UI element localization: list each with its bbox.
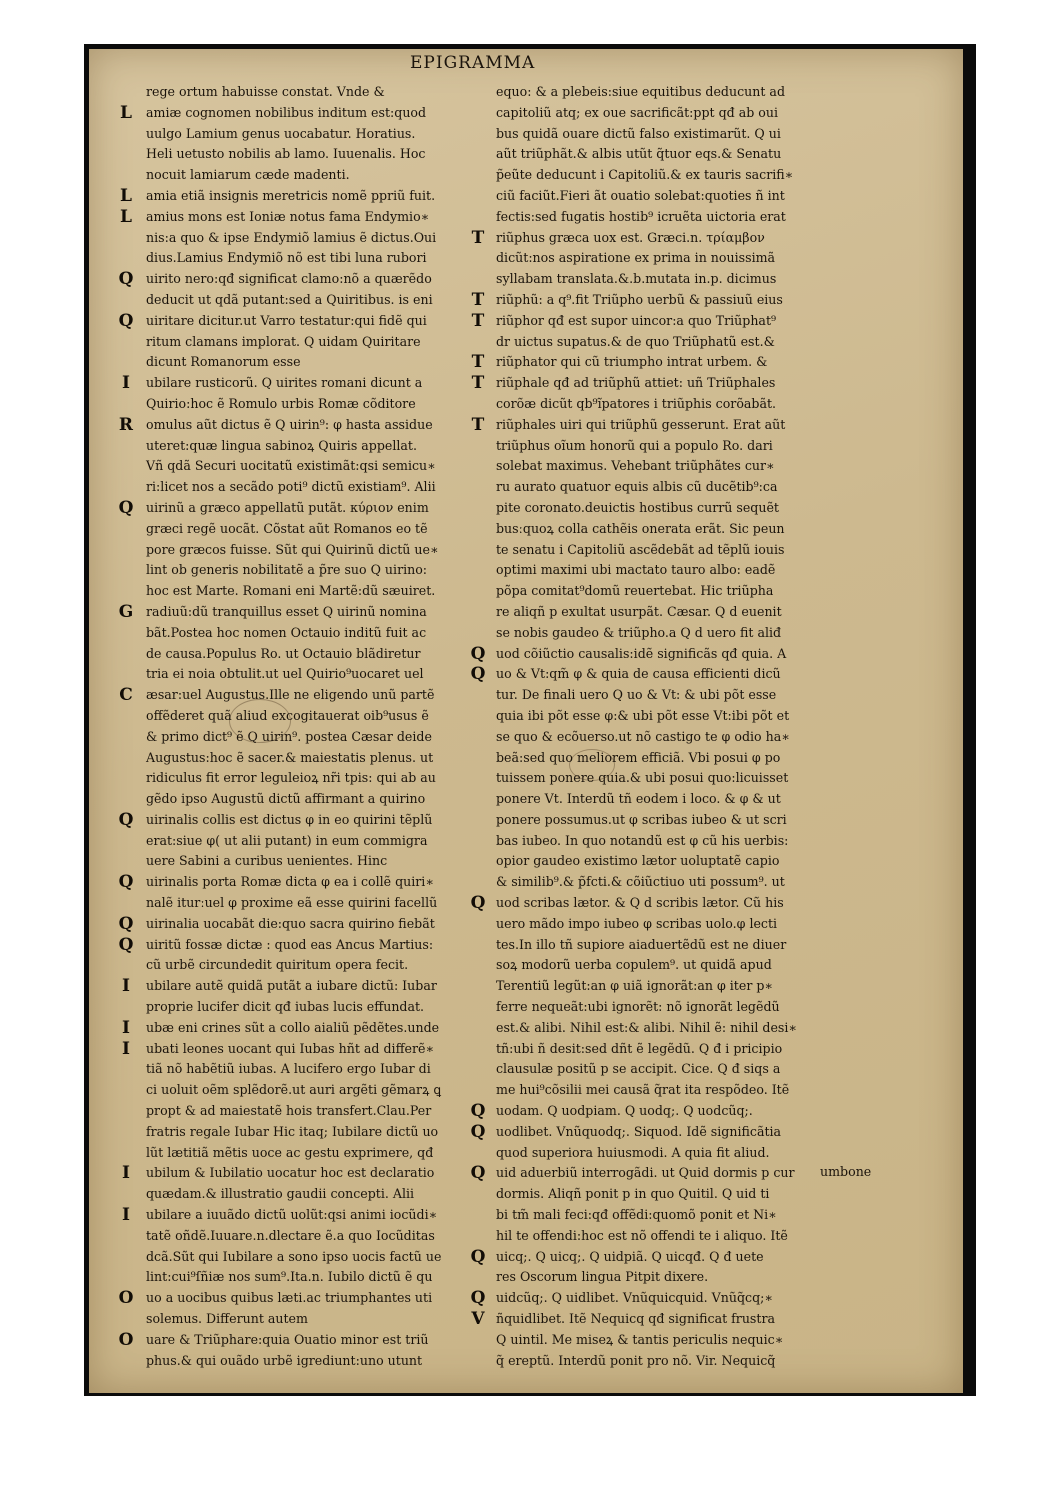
text-line bbox=[146, 1122, 506, 1143]
line-text: ridiculus fit error leguleioꝝ nr̃i tpis: qui ab au bbox=[146, 770, 436, 786]
line-text: bãt.Postea hoc nomen Octauio inditũ fuit ac bbox=[146, 624, 427, 640]
text-line bbox=[496, 955, 858, 976]
left-column bbox=[118, 82, 506, 1371]
text-line bbox=[146, 394, 506, 415]
marginal-initial: R bbox=[118, 414, 134, 435]
text-line bbox=[118, 601, 506, 623]
text-line bbox=[146, 893, 506, 914]
line-text: uulgo Lamium genus uocabatur. Horatius. bbox=[146, 125, 416, 141]
line-text: uare & Triũphare:quia Ouatio minor est triũ bbox=[146, 1331, 429, 1347]
line-text: erat:siue φ( ut alii putant) in eum commigra bbox=[146, 832, 428, 848]
text-line bbox=[496, 976, 858, 997]
text-line bbox=[470, 1288, 858, 1309]
line-text: fectis:sed fugatis hostib⁹ icruẽta uictoria erat bbox=[496, 208, 786, 224]
line-text: te senatu i Capitoliũ ascẽdebãt ad tẽplũ iouis bbox=[496, 541, 785, 557]
text-line bbox=[146, 456, 506, 477]
text-line bbox=[146, 748, 506, 769]
text-line bbox=[471, 310, 858, 332]
marginal-initial: C bbox=[119, 685, 133, 706]
line-text: phus.& qui ouãdo urbẽ igrediunt:uno utunt bbox=[146, 1352, 423, 1368]
text-line bbox=[118, 913, 506, 935]
text-line bbox=[496, 810, 858, 831]
line-text: cũ urbẽ circundedit quiritum opera fecit. bbox=[146, 957, 409, 973]
line-text: dius.Lamius Endymiõ nõ est tibi luna rubori bbox=[146, 250, 427, 266]
line-text: offẽderet quã aliud excogitauerat oib⁹usus ẽ bbox=[146, 707, 429, 723]
text-line bbox=[496, 82, 858, 103]
line-text: clausulæ positũ p se accipit. Cice. Q đ siqs a bbox=[496, 1061, 781, 1077]
text-line bbox=[122, 373, 506, 394]
marginal-initial: Q bbox=[470, 643, 486, 664]
text-line bbox=[118, 1288, 506, 1309]
text-line bbox=[496, 706, 858, 727]
text-line bbox=[119, 685, 506, 706]
line-text: lũt lætitiã mẽtis uoce ac gestu exprimere, qđ bbox=[146, 1144, 434, 1160]
text-line bbox=[471, 227, 858, 249]
line-text: uere Sabini a curibus uenientes. Hinc bbox=[146, 853, 388, 869]
line-text: dcã.Sũt qui Iubilare a sono ipso uocis factũ ue bbox=[146, 1248, 442, 1264]
line-text: equo: & a plebeis:siue equitibus deducunt ad bbox=[496, 84, 786, 99]
text-line bbox=[146, 644, 506, 665]
line-text: Heli uetusto nobilis ab lamo. Iuuenalis. Hoc bbox=[146, 146, 426, 162]
marginal-initial: Q bbox=[118, 269, 134, 290]
line-text: me hui⁹cõsilii mei causã q̃rat ita respõdeo. Itẽ bbox=[496, 1082, 790, 1098]
line-text: amiæ cognomen nobilibus inditum est:quod bbox=[146, 104, 427, 120]
text-line bbox=[496, 1059, 858, 1080]
line-text: Augustus:hoc ẽ sacer.& maiestatis plenus. ut bbox=[146, 749, 434, 765]
line-text: triũphus oĩum honorũ qui a populo Ro. dari bbox=[496, 437, 773, 453]
marginal-initial: L bbox=[120, 102, 132, 123]
line-text: & primo dict⁹ ẽ Q uirin⁹. postea Cæsar deide bbox=[146, 728, 432, 744]
text-line bbox=[496, 872, 858, 893]
text-line bbox=[496, 477, 858, 498]
line-text: proprie lucifer dicit qđ iubas lucis effundat. bbox=[146, 999, 425, 1015]
marginal-initial: I bbox=[122, 1017, 130, 1038]
marginal-initial: Q bbox=[118, 913, 134, 934]
line-text: se quo & ecõuerso.ut nõ castigo te φ odio ha∗ bbox=[496, 728, 790, 744]
text-line bbox=[471, 373, 858, 394]
text-line bbox=[496, 436, 858, 457]
line-text: riũphator qui cũ triumpho intrat urbem. & bbox=[496, 354, 768, 370]
text-line bbox=[146, 1143, 506, 1164]
marginal-initial: Q bbox=[470, 1121, 486, 1142]
marginal-initial: Q bbox=[470, 1101, 486, 1122]
line-text: soꝝ modorũ uerba copulem⁹. ut quidã apud bbox=[496, 957, 772, 973]
text-line bbox=[496, 103, 858, 124]
line-text: uirinalis porta Romæ dicta φ ea i collẽ quiri∗ bbox=[146, 874, 434, 890]
text-line bbox=[146, 560, 506, 581]
line-text: uiritũ fossæ dictæ : quod eas Ancus Martius: bbox=[146, 936, 434, 952]
marginal-initial: I bbox=[122, 1163, 130, 1184]
line-text: p̃eũte deducunt i Capitoliũ.& ex tauris sacrifi∗ bbox=[496, 167, 794, 183]
line-text: tatẽ oñdẽ.Iuuare.n.dlectare ẽ.a quo Iocũditas bbox=[146, 1227, 435, 1243]
text-line bbox=[496, 935, 858, 956]
text-line bbox=[146, 540, 506, 561]
line-text: uirito nero:qđ significat clamo:nõ a quærẽdo bbox=[146, 271, 432, 287]
line-text: tria ei noia obtulit.ut uel Quirio⁹uocaret uel bbox=[146, 666, 424, 682]
text-line bbox=[496, 748, 858, 769]
marginal-initial: Q bbox=[118, 497, 134, 518]
line-text: uo & Vt:qm̃ φ & quia de causa efficienti dicũ bbox=[496, 666, 781, 682]
marginal-initial: Q bbox=[118, 310, 134, 331]
line-text: & similib⁹.& p̃fcti.& cõiũctiuo uti possum⁹. ut bbox=[496, 874, 785, 890]
line-text: ponere Vt. Interdũ tñ eodem i loco. & φ & ut bbox=[496, 791, 781, 807]
text-line bbox=[146, 124, 506, 145]
line-text: ubilare rusticorũ. Q uirites romani dicunt a bbox=[146, 375, 423, 391]
line-text: propt & ad maiestatẽ hois transfert.Clau.Per bbox=[146, 1103, 432, 1119]
text-line bbox=[496, 186, 858, 207]
line-text: de causa.Populus Ro. ut Octauio blãdiretur bbox=[146, 645, 421, 661]
text-line bbox=[470, 643, 858, 665]
text-line bbox=[146, 290, 506, 311]
line-text: uero mãdo impo iubeo φ scribas uolo.φ lecti bbox=[496, 915, 778, 931]
text-line bbox=[496, 727, 858, 748]
marginal-initial: Q bbox=[118, 934, 134, 955]
text-line bbox=[496, 789, 858, 810]
line-text: dormis. Aliqñ ponit p in quo Quitil. Q uid ti bbox=[496, 1186, 770, 1202]
line-text: gẽdo ipso Augustũ dictũ affirmant a quirino bbox=[146, 791, 426, 807]
marginal-initial: T bbox=[471, 289, 485, 310]
line-text: põpa comitat⁹domũ reuertebat. Hic triũpha bbox=[496, 583, 774, 599]
text-line bbox=[496, 456, 858, 477]
line-text: ubati leones uocant qui Iubas hñt ad differẽ∗ bbox=[146, 1040, 435, 1056]
line-text: ferre nequeãt:ubi ignorẽt: nõ ignorãt legẽdũ bbox=[496, 999, 780, 1015]
line-text: uiritare dicitur.ut Varro testatur:qui fidẽ qui bbox=[146, 312, 427, 328]
line-text: uirinalis collis est dictus φ in eo quirini tẽplũ bbox=[146, 811, 433, 827]
text-line bbox=[146, 789, 506, 810]
line-text: uodlibet. Vnũquodq;. Siquod. Idẽ significãtia bbox=[496, 1123, 782, 1139]
text-line bbox=[146, 144, 506, 165]
line-text: ciũ faciũt.Fieri ãt ouatio solebat:quoties ñ int bbox=[496, 187, 785, 203]
text-line bbox=[122, 1163, 506, 1184]
text-line bbox=[470, 1121, 858, 1143]
marginal-initial: L bbox=[120, 206, 132, 227]
text-line bbox=[496, 519, 858, 540]
text-line bbox=[118, 497, 506, 519]
line-text: nalẽ iturːuel φ proxime eã esse quirini facellũ bbox=[146, 895, 438, 911]
line-text: tñ:ubi ñ desit:sed dñt ẽ legẽdũ. Q đ i pricipio bbox=[496, 1040, 783, 1056]
marginal-initial: T bbox=[471, 352, 485, 373]
marginal-initial: T bbox=[471, 227, 485, 248]
text-line bbox=[146, 1226, 506, 1247]
text-line bbox=[496, 1143, 858, 1164]
text-line bbox=[470, 664, 858, 685]
text-line bbox=[146, 82, 506, 103]
text-line bbox=[496, 1351, 858, 1372]
right-column bbox=[470, 82, 858, 1371]
marginal-initial: Q bbox=[470, 664, 486, 685]
text-line bbox=[122, 1017, 506, 1039]
marginal-initial: Q bbox=[470, 1246, 486, 1267]
line-text: hoc est Marte. Romani eni Martẽ:dũ sæuiret. bbox=[146, 583, 436, 599]
line-text: uicq;. Q uicq;. Q uidpiã. Q uicqđ. Q đ uete bbox=[496, 1248, 764, 1264]
text-line bbox=[496, 831, 858, 852]
text-line bbox=[118, 414, 506, 436]
line-text: pore græcos fuisse. Sũt qui Quirinũ dictũ ue∗ bbox=[146, 541, 439, 557]
text-line bbox=[118, 934, 506, 956]
text-line bbox=[496, 1080, 858, 1101]
line-text: tes.In illo tñ supiore aiaduertẽdũ est ne diuer bbox=[496, 936, 787, 952]
line-text: dicũt:nos aspiratione ex prima in nouissimã bbox=[496, 250, 776, 266]
text-line bbox=[496, 248, 858, 269]
text-line bbox=[146, 1101, 506, 1122]
text-line bbox=[118, 1329, 506, 1351]
marginal-initial: Q bbox=[118, 809, 134, 830]
text-line bbox=[496, 851, 858, 872]
text-line bbox=[118, 310, 506, 332]
line-text: Vñ qdã Securi uocitatũ existimãt:qsi semicu∗ bbox=[146, 458, 436, 474]
text-line bbox=[471, 352, 858, 373]
text-line bbox=[496, 165, 858, 186]
running-header: EPIGRAMMA bbox=[410, 53, 536, 73]
line-text: pite coronato.deuictis hostibus currũ sequẽt bbox=[496, 499, 779, 515]
text-line bbox=[470, 893, 858, 914]
line-text: ritum clamans implorat. Q uidam Quiritare bbox=[146, 333, 421, 349]
line-text: ñquidlibet. Itẽ Nequicq qđ significat frustra bbox=[496, 1311, 775, 1327]
text-line bbox=[496, 560, 858, 581]
line-text: tur. De finali uero Q uo & Vt: & ubi põt esse bbox=[496, 687, 777, 703]
line-text: bi tm̃ mali feci:qđ offẽdi:quomõ ponit et Ni∗ bbox=[496, 1207, 777, 1223]
text-line bbox=[146, 332, 506, 353]
marginal-initial: G bbox=[118, 601, 134, 622]
line-text: rege ortum habuisse constat. Vnde & bbox=[146, 84, 385, 99]
text-line bbox=[496, 1039, 858, 1060]
line-text: nis:a quo & ipse Endymiõ lamius ẽ dictus.Oui bbox=[146, 229, 437, 245]
line-text: riũphor qđ est supor uincor:a quo Triũphat⁹ bbox=[496, 312, 777, 328]
line-text: res Oscorum lingua Pitpit dixere. bbox=[496, 1269, 709, 1285]
line-text: deducit ut qdã putant:sed a Quiritibus. is eni bbox=[146, 291, 433, 307]
text-line bbox=[120, 102, 506, 124]
line-text: uod cõiũctio causalis:idẽ significãs qđ quia. A bbox=[496, 645, 787, 661]
line-text: bas iubeo. In quo notandũ est φ cũ his uerbis: bbox=[496, 832, 789, 848]
text-line bbox=[496, 540, 858, 561]
line-text: radiuũ:dũ tranquillus esset Q uirinũ nomina bbox=[146, 603, 427, 619]
line-text: uirinũ a græco appellatũ putãt. κύριον enim bbox=[146, 499, 429, 515]
line-text: tuissem ponere quia.& ubi posui quo:licuisset bbox=[496, 770, 789, 786]
text-line bbox=[496, 581, 858, 602]
text-line bbox=[146, 248, 506, 269]
line-text: uirinalia uocabãt die:quo sacra quirino fiebãt bbox=[146, 915, 435, 931]
line-text: amia etiã insignis meretricis nomẽ ppriũ fuit. bbox=[146, 187, 436, 203]
text-line bbox=[122, 976, 506, 997]
line-text: aũt triũphãt.& albis utũt q̃tuor eqs.& Senatu bbox=[496, 146, 782, 162]
line-text: hil te offendi:hoc est nõ offendi te i aliquo. Itẽ bbox=[496, 1227, 788, 1243]
line-text: æsar:uel Augustus.Ille ne eligendo unũ partẽ bbox=[146, 687, 435, 703]
text-line bbox=[118, 872, 506, 893]
catchword: umbone bbox=[820, 1164, 872, 1179]
text-line bbox=[471, 289, 858, 311]
text-line bbox=[496, 394, 858, 415]
line-text: dr uictus supatus.& de quo Triũphatũ est.& bbox=[496, 333, 775, 349]
text-line bbox=[470, 1163, 858, 1184]
text-line bbox=[146, 519, 506, 540]
text-line bbox=[146, 1351, 506, 1372]
text-line bbox=[118, 269, 506, 290]
text-line bbox=[146, 1309, 506, 1330]
line-text: beã:sed quo meliorem efficiã. Vbi posui φ po bbox=[496, 749, 781, 765]
line-text: Terentiũ legũt:an φ uiã ignorãt:an φ iter p∗ bbox=[496, 978, 773, 994]
text-line bbox=[496, 1226, 858, 1247]
line-text: q̃ ereptũ. Interdũ ponit pro nõ. Vir. Nequicq̃ bbox=[496, 1352, 776, 1368]
line-text: Quirio:hoc ẽ Romulo urbis Romæ cõditore bbox=[146, 395, 416, 411]
marginal-initial: T bbox=[471, 373, 485, 394]
line-text: riũphale qđ ad triũphũ attiet: uñ Triũphales bbox=[496, 375, 776, 391]
text-line bbox=[496, 207, 858, 228]
line-text: quia ibi põt esse φ:& ubi põt esse Vt:ibi põt et bbox=[496, 707, 790, 723]
marginal-initial: L bbox=[120, 185, 132, 206]
line-text: riũphũ: a q⁹.fit Triũpho uerbũ & passiuũ eius bbox=[496, 291, 783, 307]
text-line bbox=[496, 685, 858, 706]
text-line bbox=[146, 955, 506, 976]
text-line bbox=[496, 914, 858, 935]
line-text: ponere possumus.ut φ scribas iubeo & ut scri bbox=[496, 811, 787, 827]
text-line bbox=[120, 206, 506, 228]
line-text: græci regẽ uocãt. Cõstat aũt Romanos eo tẽ bbox=[146, 520, 428, 536]
text-line bbox=[496, 1018, 858, 1039]
line-text: quædam.& illustratio gaudii concepti. Alii bbox=[146, 1186, 415, 1202]
line-text: omulus aũt dictus ẽ Q uirin⁹: φ hasta assidue bbox=[146, 416, 433, 432]
marginal-initial: T bbox=[471, 310, 485, 331]
line-text: nocuit lamiarum cæde madenti. bbox=[146, 167, 350, 183]
line-text: riũphales uiri qui triũphũ gesserunt. Erat aũt bbox=[496, 416, 786, 432]
text-line bbox=[146, 436, 506, 457]
text-line bbox=[496, 768, 858, 789]
text-line bbox=[496, 144, 858, 165]
line-text: Q uintil. Me miseꝝ & tantis periculis nequic∗ bbox=[496, 1331, 784, 1347]
text-line bbox=[146, 1267, 506, 1288]
line-text: ri:licet nos a secãdo poti⁹ dictũ existiam⁹. Alii bbox=[146, 479, 436, 495]
text-line bbox=[470, 1246, 858, 1268]
text-line bbox=[496, 997, 858, 1018]
text-line bbox=[146, 727, 506, 748]
text-line bbox=[146, 165, 506, 186]
text-line bbox=[146, 1247, 506, 1268]
line-text: ubilare a iuuãdo dictũ uolũt:qsi animi iocũdi∗ bbox=[146, 1207, 438, 1223]
text-line bbox=[146, 768, 506, 789]
text-line bbox=[496, 1205, 858, 1226]
text-line bbox=[146, 831, 506, 852]
line-text: fratris regale Iubar Hic itaq; Iubilare dictũ uo bbox=[146, 1123, 439, 1139]
line-text: dicunt Romanorum esse bbox=[146, 354, 301, 370]
line-text: ubilum & Iubilatio uocatur hoc est declaratio bbox=[146, 1165, 435, 1181]
text-line bbox=[470, 1101, 858, 1122]
line-text: ubilare autẽ quidã putãt a iubare dictũ: Iubar bbox=[146, 978, 437, 994]
marginal-initial: Q bbox=[470, 893, 486, 914]
line-text: uo a uocibus quibus læti.ac triumphantes uti bbox=[146, 1290, 433, 1306]
line-text: opior gaudeo existimo lætor uoluptatẽ capio bbox=[496, 853, 780, 869]
marginal-initial: O bbox=[118, 1288, 134, 1309]
line-text: tiã nõ habẽtiũ iubas. A lucifero ergo Iubar di bbox=[146, 1061, 431, 1077]
line-text: ubæ eni crines sũt a collo aialiũ pẽdẽtes.unde bbox=[146, 1019, 440, 1035]
marginal-initial: Q bbox=[470, 1288, 486, 1309]
marginal-initial: O bbox=[118, 1329, 134, 1350]
line-text: uid aduerbiũ interrogãdi. ut Quid dormis p cur bbox=[496, 1165, 795, 1181]
text-line bbox=[146, 352, 506, 373]
line-text: busːquoꝝ colla cathẽis onerata erãt. Sic peun bbox=[496, 520, 785, 536]
line-text: est.& alibi. Nihil est:& alibi. Nihil ẽ: nihil desi∗ bbox=[496, 1019, 797, 1035]
text-line bbox=[496, 1267, 858, 1288]
line-text: uod scribas lætor. & Q d scribis lætor. Cũ his bbox=[496, 895, 784, 911]
text-line bbox=[496, 623, 858, 644]
text-line bbox=[122, 1205, 506, 1226]
line-text: uodam. Q uodpiam. Q uodq;. Q uodcũq;. bbox=[496, 1103, 753, 1119]
text-line bbox=[122, 1038, 506, 1060]
line-text: re aliqñ p exultat usurpãt. Cæsar. Q d euenit bbox=[496, 603, 782, 619]
line-text: capitoliũ atq; ex oue sacrificãt:ppt qđ ab oui bbox=[496, 104, 778, 120]
marginal-initial: T bbox=[471, 414, 485, 435]
text-line bbox=[496, 332, 858, 353]
text-line bbox=[471, 1309, 858, 1330]
text-line bbox=[146, 1059, 506, 1080]
text-line bbox=[146, 1184, 506, 1205]
text-line bbox=[146, 581, 506, 602]
line-text: uteret:quæ lingua sabinoꝝ Quiris appellat. bbox=[146, 437, 417, 453]
line-text: optimi maximi ubi mactato tauro albo: eadẽ bbox=[496, 562, 776, 578]
text-line bbox=[146, 706, 506, 727]
line-text: syllabam translata.&.b.mutata in.p. dicimus bbox=[496, 271, 777, 287]
text-line bbox=[496, 602, 858, 623]
marginal-initial: I bbox=[122, 1205, 130, 1226]
text-line bbox=[496, 124, 858, 145]
line-text: se nobis gaudeo & triũpho.a Q d uero fit aliđ bbox=[496, 624, 782, 640]
marginal-initial: Q bbox=[470, 1163, 486, 1184]
text-line bbox=[120, 185, 506, 207]
line-text: riũphus græca uox est. Græci.n. τρίαμβον bbox=[496, 229, 765, 245]
marginal-initial: I bbox=[122, 1038, 130, 1059]
marginal-initial: I bbox=[122, 976, 130, 997]
text-line bbox=[146, 477, 506, 498]
text-line bbox=[496, 269, 858, 290]
text-line bbox=[146, 1080, 506, 1101]
text-line bbox=[146, 228, 506, 249]
text-line bbox=[496, 1184, 858, 1205]
line-text: solemus. Differunt autem bbox=[146, 1311, 308, 1327]
line-text: ru aurato quatuor equis albis cũ ducẽtib⁹:ca bbox=[496, 479, 778, 495]
text-line bbox=[118, 809, 506, 831]
text-line bbox=[496, 498, 858, 519]
text-line bbox=[146, 623, 506, 644]
text-line bbox=[146, 997, 506, 1018]
line-text: bus quidã ouare dictũ falso existimarũt. Q ui bbox=[496, 125, 781, 141]
text-line bbox=[496, 1330, 858, 1351]
marginal-initial: I bbox=[122, 373, 130, 394]
text-line bbox=[146, 851, 506, 872]
line-text: quod superiora huiusmodi. A quia fit aliud. bbox=[496, 1144, 770, 1160]
line-text: lint:cui⁹ſñiæ nos sum⁹.Ita.n. Iubilo dictũ ẽ qu bbox=[146, 1269, 433, 1285]
line-text: uidcũq;. Q uidlibet. Vnũquicquid. Vnũq̃cq;∗ bbox=[496, 1290, 773, 1306]
marginal-initial: Q bbox=[118, 872, 134, 893]
line-text: ci uoluit oẽm splẽdorẽ.ut auri argẽti gẽmarꝝ ꝗ bbox=[146, 1082, 442, 1098]
marginal-initial: V bbox=[471, 1309, 485, 1330]
text-line bbox=[471, 414, 858, 436]
line-text: lint ob generis nobilitatẽ a p̃re suo Q uirino: bbox=[146, 562, 428, 578]
line-text: amius mons est Ioniæ notus fama Endymio∗ bbox=[146, 208, 430, 224]
text-line bbox=[146, 664, 506, 685]
line-text: corõæ dicũt qb⁹ĩpatores i triũphis corõabãt. bbox=[496, 395, 777, 411]
line-text: solebat maximus. Vehebant triũphãtes cur∗ bbox=[496, 458, 775, 474]
